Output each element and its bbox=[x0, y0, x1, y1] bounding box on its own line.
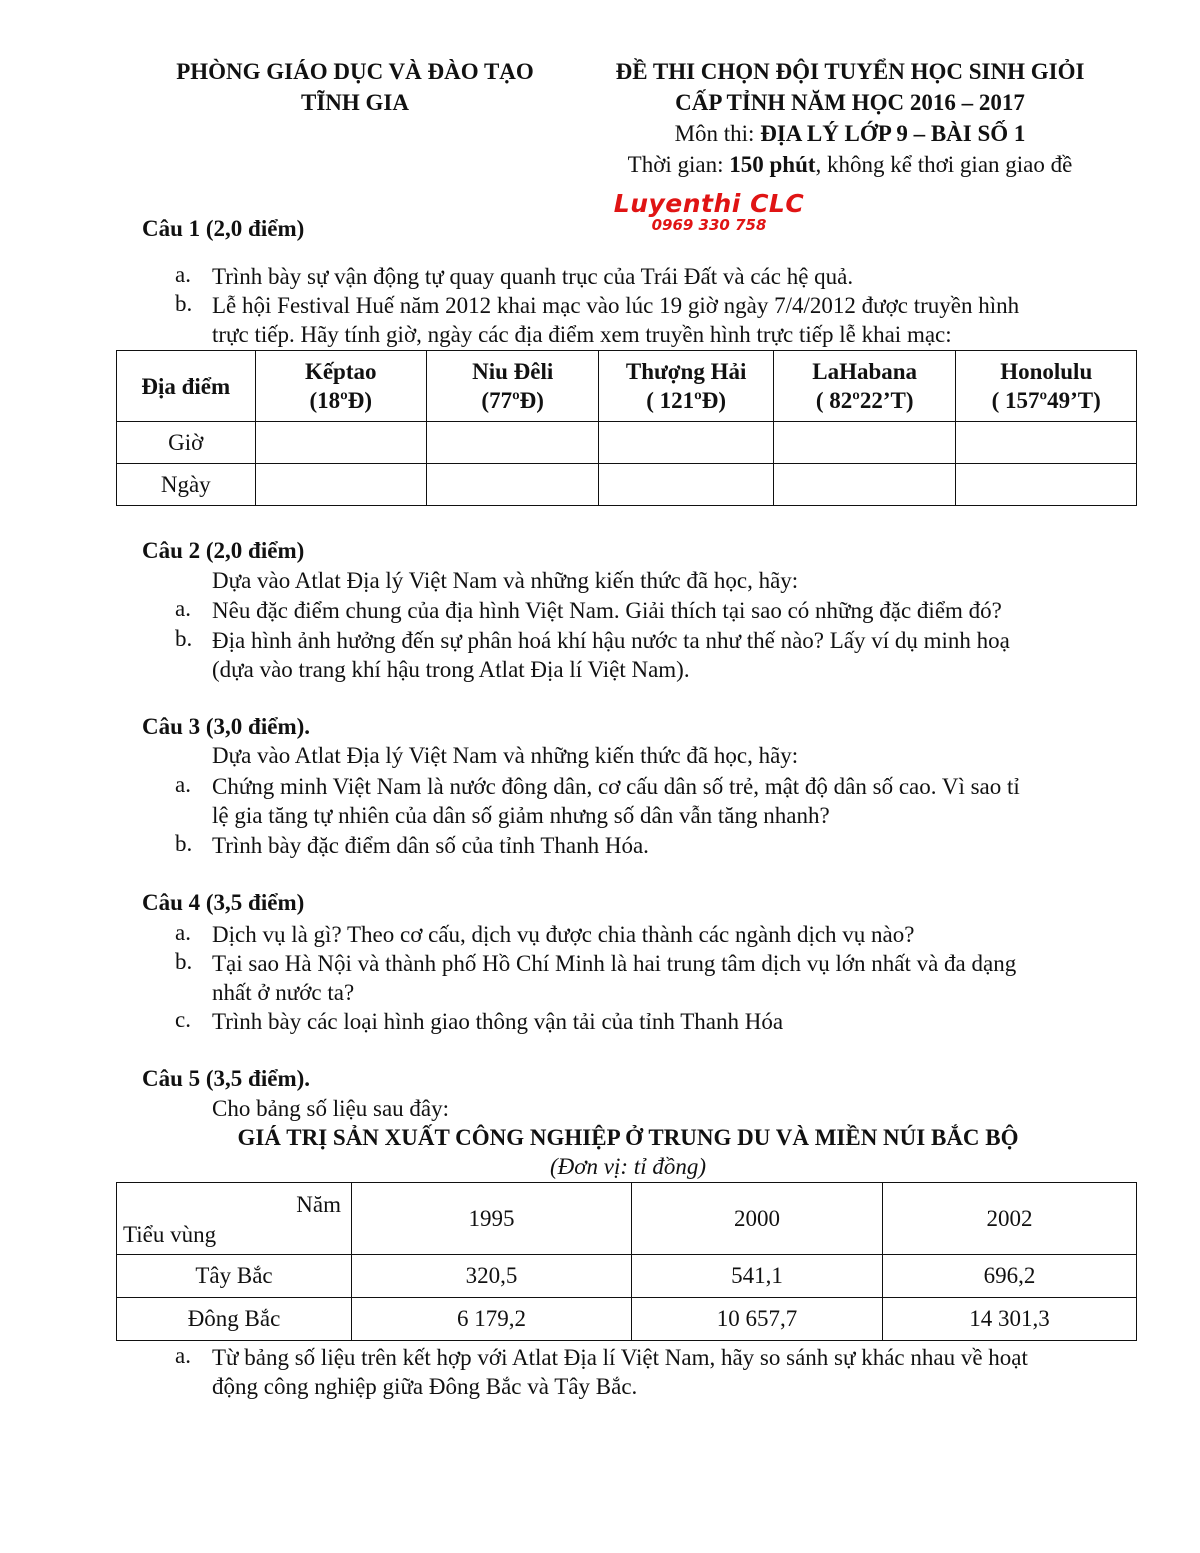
table-header-row bbox=[117, 1183, 1137, 1255]
exam-title: ĐỀ THI CHỌN ĐỘI TUYỂN HỌC SINH GIỎI bbox=[615, 59, 1085, 84]
q5-intro: Cho bảng số liệu sau đây: bbox=[212, 1096, 449, 1121]
col-coord: ( 157º49’T) bbox=[991, 388, 1101, 413]
corner-cell: Địa điểm bbox=[117, 351, 256, 422]
year-header: 2002 bbox=[883, 1183, 1137, 1255]
col-name: LaHabana bbox=[812, 359, 918, 384]
item-label: a. bbox=[175, 772, 191, 797]
value-cell: 696,2 bbox=[883, 1255, 1137, 1298]
col-honolulu bbox=[956, 351, 1137, 422]
q3-item-b bbox=[175, 831, 1135, 860]
item-text: Trình bày các loại hình giao thông vận tải của tỉnh Thanh Hóa bbox=[212, 1009, 784, 1034]
col-name: Niu Đêli bbox=[472, 359, 554, 384]
value-cell: 6 179,2 bbox=[352, 1298, 632, 1341]
table-cell bbox=[599, 464, 773, 506]
watermark-logo bbox=[594, 190, 824, 234]
region-cell: Đông Bắc bbox=[117, 1298, 352, 1341]
col-coord: (18ºĐ) bbox=[309, 388, 372, 413]
exam-time bbox=[570, 149, 1130, 180]
q2-title: Câu 2 (2,0 điểm) bbox=[142, 538, 305, 563]
q5-title: Câu 5 (3,5 điểm). bbox=[142, 1066, 311, 1091]
q5-item-a bbox=[175, 1343, 1135, 1401]
item-label: c. bbox=[175, 1007, 191, 1032]
table-cell bbox=[426, 464, 598, 506]
col-name: Honolulu bbox=[1000, 359, 1093, 384]
table-cell bbox=[426, 422, 598, 464]
q3-intro: Dựa vào Atlat Địa lý Việt Nam và những kiến thức đã học, hãy: bbox=[212, 743, 799, 768]
table-row bbox=[117, 1255, 1137, 1298]
corner-year-label: Năm bbox=[296, 1191, 341, 1217]
item-text-line1: Từ bảng số liệu trên kết hợp với Atlat Địa lí Việt Nam, hãy so sánh sự khác nhau về hoạt bbox=[212, 1345, 1028, 1370]
table-cell bbox=[956, 464, 1137, 506]
time-suffix: , không kể thơi gian giao đề bbox=[815, 152, 1073, 177]
q4-item-b bbox=[175, 949, 1135, 1007]
item-text: Nêu đặc điểm chung của địa hình Việt Nam. Giải thích tại sao có những đặc điểm đó? bbox=[212, 598, 1002, 623]
col-coord: ( 121ºĐ) bbox=[646, 388, 726, 413]
q3-title: Câu 3 (3,0 điểm). bbox=[142, 714, 311, 739]
q2-intro: Dựa vào Atlat Địa lý Việt Nam và những kiến thức đã học, hãy: bbox=[212, 568, 799, 593]
row-label: Giờ bbox=[117, 422, 256, 464]
item-text: Dịch vụ là gì? Theo cơ cấu, dịch vụ được chia thành các ngành dịch vụ nào? bbox=[212, 922, 915, 947]
item-label: a. bbox=[175, 596, 191, 621]
exam-year: CẤP TỈNH NĂM HỌC 2016 – 2017 bbox=[675, 90, 1025, 115]
q1-item-b bbox=[175, 291, 1135, 349]
time-value: 150 phút bbox=[729, 152, 816, 177]
item-text-line2: lệ gia tăng tự nhiên của dân số giảm nhưng số dân vẫn tăng nhanh? bbox=[212, 803, 830, 828]
table-cell bbox=[956, 422, 1137, 464]
item-text-line1: Tại sao Hà Nội và thành phố Hồ Chí Minh là hai trung tâm dịch vụ lớn nhất và đa dạng bbox=[212, 951, 1017, 976]
col-kepao bbox=[255, 351, 426, 422]
q1-title: Câu 1 (2,0 điểm) bbox=[142, 216, 305, 241]
col-name: Kếptao bbox=[304, 359, 377, 384]
table-row bbox=[117, 1298, 1137, 1341]
q4-title: Câu 4 (3,5 điểm) bbox=[142, 890, 305, 915]
table-cell bbox=[773, 464, 956, 506]
exam-subject bbox=[570, 118, 1130, 149]
q4-item-a bbox=[175, 920, 1135, 949]
table-cell bbox=[773, 422, 956, 464]
subject-prefix: Môn thi: bbox=[674, 121, 761, 146]
table-row-day bbox=[117, 464, 1137, 506]
item-label: a. bbox=[175, 262, 191, 287]
col-name: Thượng Hải bbox=[625, 359, 747, 384]
col-lahabana bbox=[773, 351, 956, 422]
subject-value: ĐỊA LÝ LỚP 9 – BÀI SỐ 1 bbox=[760, 121, 1026, 146]
table-cell bbox=[255, 422, 426, 464]
value-cell: 541,1 bbox=[632, 1255, 883, 1298]
logo-phone: 0969 330 758 bbox=[651, 216, 767, 234]
exam-header bbox=[570, 56, 1130, 180]
item-label: a. bbox=[175, 1343, 191, 1368]
table-cell bbox=[255, 464, 426, 506]
region-cell: Tây Bắc bbox=[117, 1255, 352, 1298]
item-text-line2: trực tiếp. Hãy tính giờ, ngày các địa điểm xem truyền hình trực tiếp lễ khai mạc: bbox=[212, 322, 952, 347]
item-label: a. bbox=[175, 920, 191, 945]
row-label: Ngày bbox=[117, 464, 256, 506]
corner-cell bbox=[117, 1183, 352, 1255]
value-cell: 10 657,7 bbox=[632, 1298, 883, 1341]
item-text: Trình bày đặc điểm dân số của tỉnh Thanh Hóa. bbox=[212, 833, 649, 858]
col-coord: (77ºĐ) bbox=[481, 388, 544, 413]
item-text-line2: (dựa vào trang khí hậu trong Atlat Địa lí Việt Nam). bbox=[212, 657, 690, 682]
col-thuonghai bbox=[599, 351, 773, 422]
item-text-line1: Địa hình ảnh hưởng đến sự phân hoá khí hậu nước ta như thế nào? Lấy ví dụ minh hoạ bbox=[212, 628, 1010, 653]
item-label: b. bbox=[175, 831, 193, 856]
table-header-row bbox=[117, 351, 1137, 422]
value-cell: 14 301,3 bbox=[883, 1298, 1137, 1341]
year-header: 1995 bbox=[352, 1183, 632, 1255]
q3-item-a bbox=[175, 772, 1135, 830]
q5-table-title: GIÁ TRỊ SẢN XUẤT CÔNG NGHIỆP Ở TRUNG DU VÀ MIỀN NÚI BẮC BỘ bbox=[237, 1125, 1019, 1150]
item-text-line1: Chứng minh Việt Nam là nước đông dân, cơ cấu dân số trẻ, mật độ dân số cao. Vì sao tỉ bbox=[212, 774, 1020, 799]
value-cell: 320,5 bbox=[352, 1255, 632, 1298]
item-text: Trình bày sự vận động tự quay quanh trục của Trái Đất và các hệ quả. bbox=[212, 264, 854, 289]
year-header: 2000 bbox=[632, 1183, 883, 1255]
department-header bbox=[140, 56, 570, 118]
q2-item-b bbox=[175, 626, 1135, 684]
col-niudeli bbox=[426, 351, 598, 422]
item-label: b. bbox=[175, 291, 193, 316]
industry-table bbox=[116, 1182, 1137, 1341]
time-prefix: Thời gian: bbox=[627, 152, 730, 177]
corner-region-label: Tiểu vùng bbox=[123, 1221, 217, 1247]
item-text-line1: Lễ hội Festival Huế năm 2012 khai mạc vào lúc 19 giờ ngày 7/4/2012 được truyền hình bbox=[212, 293, 1020, 318]
district-name: TĨNH GIA bbox=[301, 90, 409, 115]
q1-item-a bbox=[175, 262, 1135, 291]
item-label: b. bbox=[175, 949, 193, 974]
q2-item-a bbox=[175, 596, 1135, 625]
item-text-line2: nhất ở nước ta? bbox=[212, 980, 355, 1005]
table-row-hour bbox=[117, 422, 1137, 464]
department-name: PHÒNG GIÁO DỤC VÀ ĐÀO TẠO bbox=[176, 59, 534, 84]
table-cell bbox=[599, 422, 773, 464]
q4-item-c bbox=[175, 1007, 1135, 1036]
q5-table-unit: (Đơn vị: tỉ đồng) bbox=[550, 1154, 706, 1179]
timezone-table bbox=[116, 350, 1137, 506]
item-label: b. bbox=[175, 626, 193, 651]
col-coord: ( 82º22’T) bbox=[815, 388, 914, 413]
logo-name: Luyenthi CLC bbox=[613, 189, 805, 218]
item-text-line2: động công nghiệp giữa Đông Bắc và Tây Bắc. bbox=[212, 1374, 638, 1399]
